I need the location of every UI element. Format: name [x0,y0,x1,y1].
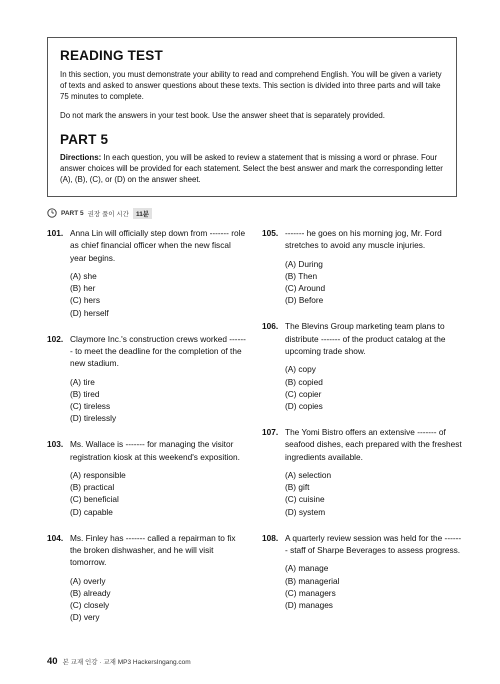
question-number: 107. [262,427,279,438]
answer-option: (D) very [70,612,100,623]
question-text: Ms. Wallace is ------- for managing the visitor registration kiosk at this weekend's exposition. [70,439,240,462]
questions-left-column [47,227,247,638]
answer-option: (B) managerial [285,575,340,586]
answer-option: (C) cuisine [285,494,325,505]
timer-part-label: PART 5 [61,209,84,217]
directions-text: In each question, you will be asked to review a statement that is missing a word or phrase. Four answer choices will be provided for each statement. Select the best answer and mark the corresponding letter (A), (B), (C), or (D) on the answer sheet. [60,152,443,185]
answer-option: (B) gift [285,482,310,493]
answer-option: (D) system [285,506,326,517]
question-item [47,227,247,319]
answer-option: (C) Around [285,283,326,293]
reading-test-intro-box [47,37,457,197]
answer-option: (D) capable [70,506,113,517]
answer-option: (D) herself [70,307,109,318]
answer-option: (A) overly [70,575,106,586]
question-text: Ms. Finley has ------- called a repairman to fix the broken dishwasher, and he will visit tomorrow. [70,532,236,568]
answer-option: (C) beneficial [70,494,119,505]
question-item [47,532,247,624]
question-item [262,532,462,611]
footer-text: 본 교재 인강 · 교재 MP3 HackersIngang.com [62,659,191,666]
answer-option: (C) managers [285,587,336,598]
answer-option: (A) During [285,258,323,269]
clock-icon [47,208,57,218]
reading-test-title: READING TEST [60,48,163,63]
timer-label: 권장 풀이 시간 [87,210,129,218]
recommended-time-row [47,207,152,219]
answer-option: (A) selection [285,470,332,480]
answer-option: (B) Then [285,270,318,281]
question-number: 101. [47,228,64,238]
answer-option: (A) manage [285,563,329,574]
part-title: PART 5 [60,131,109,147]
answer-option: (B) already [70,587,111,598]
question-number: 108. [262,532,279,543]
question-text: Claymore Inc.'s construction crews worked ------- to meet the deadline for the completion of the new stadium. [70,333,246,369]
answer-option: (B) practical [70,482,115,493]
question-number: 104. [47,532,64,543]
question-text: A quarterly review session was held for the ------- staff of Sharpe Beverages to assess progress. [285,532,462,556]
question-number: 106. [262,321,279,332]
timer-minutes-badge: 11분 [133,208,152,219]
answer-option: (D) tirelessly [70,413,117,424]
page-number: 40 [47,656,58,667]
answer-option: (C) tireless [70,401,111,411]
question-item [262,426,462,518]
answer-option: (D) manages [285,600,333,611]
answer-option: (C) closely [70,600,110,611]
answer-option: (B) her [70,283,96,294]
directions-label: Directions: [60,152,102,162]
answer-sheet-note: Do not mark the answers in your test book. Use the answer sheet that is separately provided. [60,110,385,120]
answer-option: (B) copied [285,376,323,387]
answer-option: (A) copy [285,364,316,375]
question-text: The Yomi Bistro offers an extensive ------- of seafood dishes, each prepared with the freshest ingredients available. [285,427,462,462]
answer-option: (C) hers [70,295,100,306]
question-number: 102. [47,333,64,344]
answer-option: (C) copier [285,388,322,399]
question-text: Anna Lin will officially step down from ------- role as chief financial officer when the new fiscal year begins. [70,228,246,263]
question-number: 103. [47,439,64,450]
question-item [262,227,462,306]
answer-option: (D) copies [285,400,323,411]
answer-option: (D) Before [285,295,324,306]
question-text: The Blevins Group marketing team plans to distribute ------- of the product catalog at the upcoming trade show. [285,321,446,356]
page-footer [47,656,191,667]
question-number: 105. [262,228,279,238]
question-item [47,333,247,425]
answer-option: (A) she [70,270,97,281]
answer-option: (A) tire [70,376,95,387]
question-item [47,438,247,517]
reading-intro-paragraph: In this section, you must demonstrate your ability to read and comprehend English. You will be given a variety of texts and asked to answer questions about these texts. This section is divided into three parts and will take 75 minutes to complete. [60,70,442,102]
question-text: ------- he goes on his morning jog, Mr. Ford stretches to avoid any muscle injuries. [285,228,442,251]
part-directions [60,152,444,186]
questions-right-column [262,227,462,625]
answer-option: (A) responsible [70,470,126,480]
answer-option: (B) tired [70,388,100,399]
question-item [262,320,462,412]
